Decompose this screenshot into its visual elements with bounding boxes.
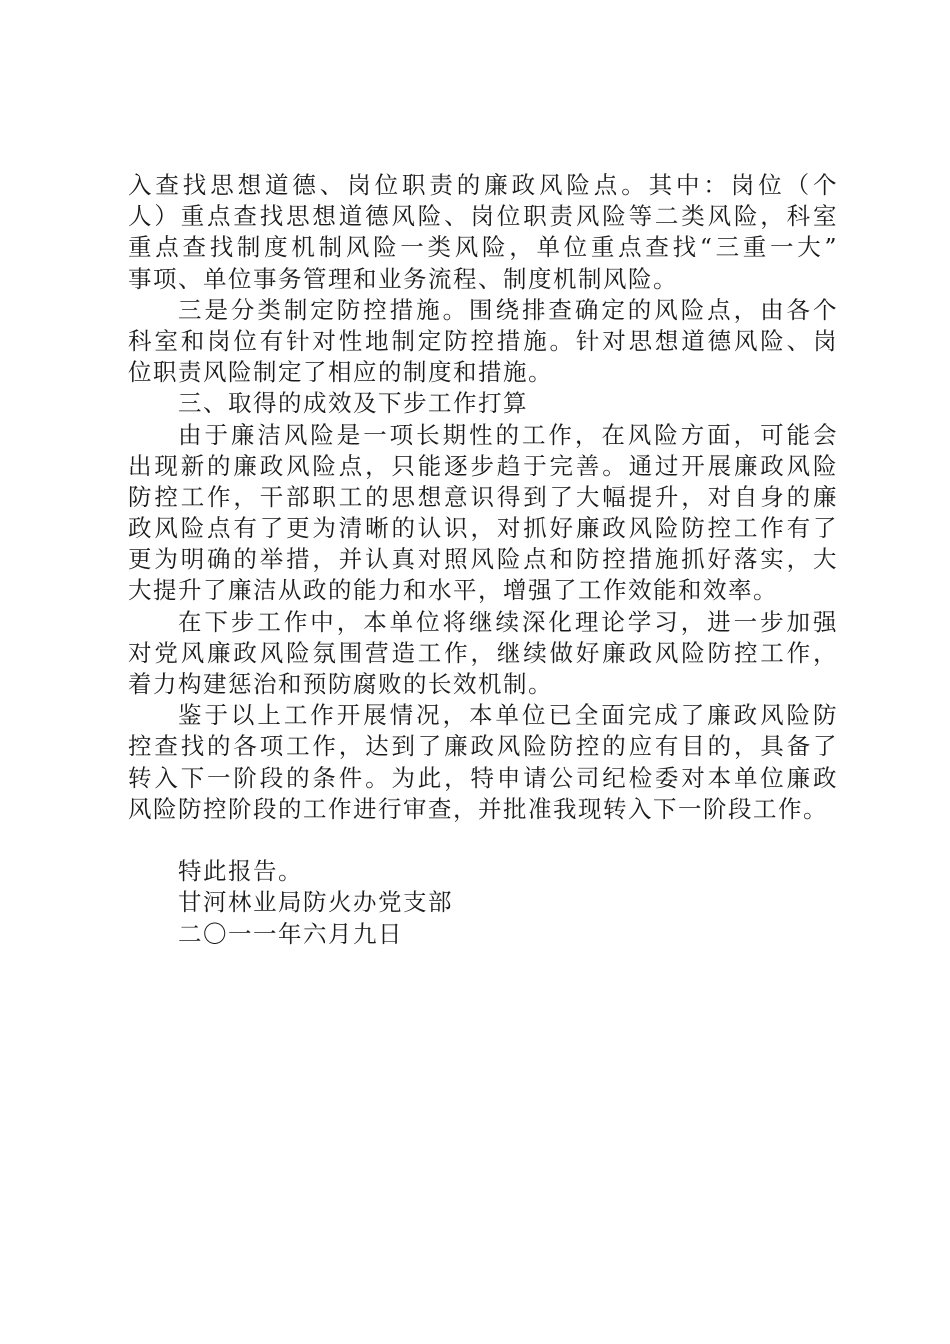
text-line: 入查找思想道德、岗位职责的廉政风险点。其中：岗位（个 <box>128 171 838 199</box>
paragraph <box>128 420 838 607</box>
text-line: 在下步工作中，本单位将继续深化理论学习，进一步加强 <box>178 607 838 636</box>
closing-text: 特此报告。 <box>178 857 303 886</box>
text-line: 由于廉洁风险是一项长期性的工作，在风险方面，可能会 <box>178 420 838 449</box>
text-line: 人）重点查找思想道德风险、岗位职责风险等二类风险，科室 <box>128 202 838 231</box>
text-line: 政风险点有了更为清晰的认识，对抓好廉政风险防控工作有了 <box>128 514 838 543</box>
paragraph <box>128 700 838 825</box>
text-line: 大提升了廉洁从政的能力和水平，增强了工作效能和效率。 <box>128 576 778 605</box>
blank-line <box>128 825 838 856</box>
text-line: 重点查找制度机制风险一类风险，单位重点查找“三重一大” <box>128 233 838 262</box>
text-line: 出现新的廉政风险点，只能逐步趋于完善。通过开展廉政风险 <box>128 451 838 480</box>
text-line: 控查找的各项工作，达到了廉政风险防控的应有目的，具备了 <box>128 732 838 761</box>
text-line: 着力构建惩治和预防腐败的长效机制。 <box>128 670 553 698</box>
paragraph <box>128 170 838 295</box>
text-line: 风险防控阶段的工作进行审查，并批准我现转入下一阶段工作。 <box>128 794 828 823</box>
signature-text: 甘河林业局防火办党支部 <box>178 888 453 917</box>
text-line: 转入下一阶段的条件。为此，特申请公司纪检委对本单位廉政 <box>128 763 838 792</box>
paragraph <box>128 607 838 701</box>
date-text: 二〇一一年六月九日 <box>178 919 403 948</box>
text-line: 事项、单位事务管理和业务流程、制度机制风险。 <box>128 264 678 293</box>
text-line: 位职责风险制定了相应的制度和措施。 <box>128 358 553 387</box>
heading-text: 三、取得的成效及下步工作打算 <box>178 389 528 418</box>
section-heading <box>128 388 838 419</box>
document-body <box>128 170 838 950</box>
text-line: 更为明确的举措，并认真对照风险点和防控措施抓好落实，大 <box>128 545 838 574</box>
text-line: 鉴于以上工作开展情况，本单位已全面完成了廉政风险防 <box>178 701 838 730</box>
text-line: 三是分类制定防控措施。围绕排查确定的风险点，由各个 <box>178 295 838 324</box>
paragraph <box>128 295 838 389</box>
text-line: 对党风廉政风险氛围营造工作，继续做好廉政风险防控工作， <box>128 638 838 667</box>
text-line: 防控工作，干部职工的思想意识得到了大幅提升，对自身的廉 <box>128 482 838 511</box>
text-line: 科室和岗位有针对性地制定防控措施。针对思想道德风险、岗 <box>128 326 838 355</box>
